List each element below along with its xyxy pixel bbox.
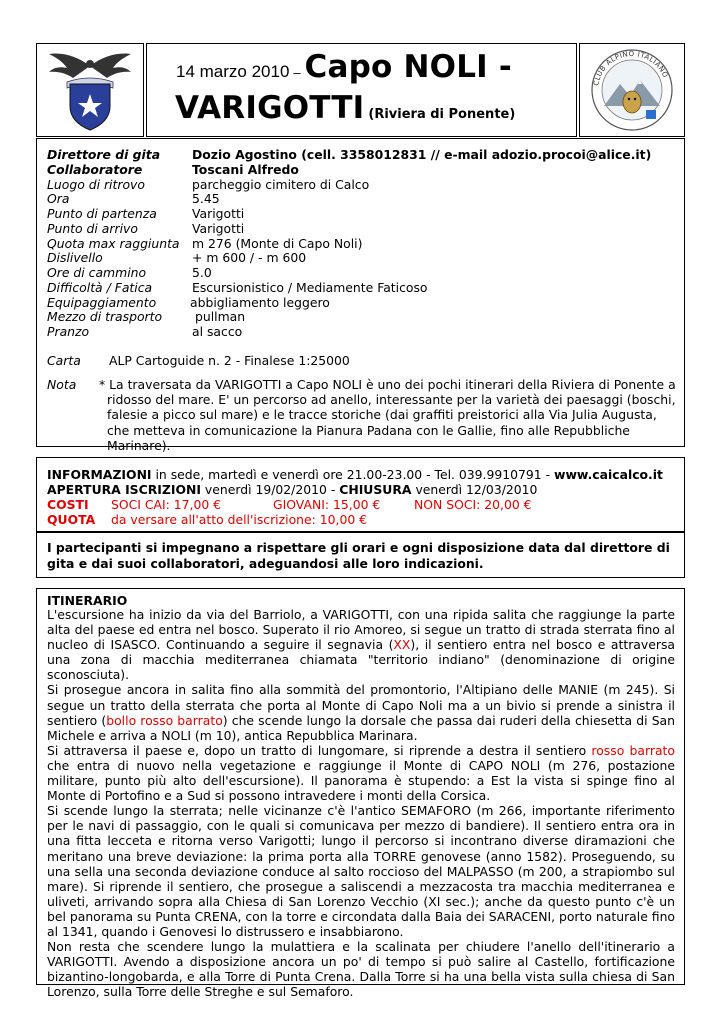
detail-label: Pranzo xyxy=(47,324,90,339)
note-label: Nota xyxy=(47,377,77,392)
detail-label: Dislivello xyxy=(47,250,103,265)
info-text: in sede, martedì e venerdì ore 21.00-23.00 - Tel. 039.9910791 - xyxy=(151,467,555,482)
detail-value: Escursionistico / Mediamente Faticoso xyxy=(192,280,428,295)
costs-label: COSTI xyxy=(47,497,89,512)
map-label: Carta xyxy=(47,353,81,368)
right-logo-box xyxy=(579,43,685,137)
itinerary-p3: Si attraversa il paese e, dopo un tratto di lungomare, si riprende a destra il sentiero xyxy=(47,742,592,758)
detail-value: m 276 (Monte di Capo Noli) xyxy=(192,236,363,251)
detail-label: Luogo di ritrovo xyxy=(47,177,145,192)
itinerary-heading: ITINERARIO xyxy=(47,593,128,608)
svg-text:CLUB ALPINO ITALIANO: CLUB ALPINO ITALIANO xyxy=(592,49,670,87)
detail-row xyxy=(47,324,243,339)
detail-value: Varigotti xyxy=(192,221,245,236)
registration-open-label: APERTURA ISCRIZIONI xyxy=(47,482,201,497)
deposit-text: da versare all'atto dell'iscrizione: 10,00 € xyxy=(111,512,368,527)
detail-label: Ore di cammino xyxy=(47,265,147,280)
trip-details-box xyxy=(36,138,685,453)
cai-eagle-star-logo-icon xyxy=(37,44,143,136)
detail-row xyxy=(47,309,246,324)
detail-label: Mezzo di trasporto xyxy=(47,309,163,324)
detail-label: Ora xyxy=(47,191,70,206)
detail-value: 5.45 xyxy=(192,191,220,206)
detail-row xyxy=(47,280,428,295)
trip-date: 14 marzo 2010 xyxy=(176,62,290,81)
trail-mark-xx: XX xyxy=(393,637,411,653)
costs-line xyxy=(47,497,532,512)
note-block xyxy=(47,377,677,453)
registration-open-date: venerdì 19/02/2010 - xyxy=(200,482,340,497)
website-link[interactable]: www.caicalco.it xyxy=(554,467,663,482)
map-row xyxy=(47,353,350,368)
map-value: ALP Cartoguide n. 2 - Finalese 1:25000 xyxy=(109,353,350,368)
detail-value: Toscani Alfredo xyxy=(192,162,299,177)
itinerary-p5: Non resta che scendere lungo la mulattiera e la scalinata per chiudere l'anello dell'itinerario a VARIGOTTI. Avendo a disposizione ancora un po' di tempo si può salire al Castello, fortificazione bizantino-longobarda, e alla Torre di Punta Crena. Dalla Torre si ha una bella vista sulla chiesa di San Lorenzo, sulla Torre delle Streghe e sul Semaforo. xyxy=(47,939,675,1000)
itinerary-p2-end: ) che scende lungo la dorsale che passa dai ruderi della chiesetta di San Michele e arriva a NOLI (m 10), antica Repubblica Marinara. xyxy=(47,712,676,743)
participants-notice: I partecipanti si impegnano a rispettare gli orari e ogni disposizione data dal direttore di gita e dai suoi collaboratori, adeguandosi alle loro indicazioni. xyxy=(47,540,670,571)
detail-label: Punto di arrivo xyxy=(47,221,138,236)
itinerary-p1: L'escursione ha inizio da via del Barriolo, a VARIGOTTI, con una ripida salita che raggiunge la parte alta del paese ed entra nel bosco. Superato il rio Amoreo, si segue un tratto di strada sterrata fino al nucleo di ISASCO. Continuando a seguire il segnavia ( xyxy=(47,607,675,653)
detail-row xyxy=(47,206,245,221)
note-text: * La traversata da VARIGOTTI a Capo NOLI è uno dei pochi itinerari della Riviera di Ponente a ridosso del mare. E' un percorso ad anello, interessante per la varietà dei paesaggi (boschi, falesie a picco sul mare) e le tracce storiche (dai graffiti preistorici alla Via Julia Augusta, che metteva in comunicazione la Pianura Padana con le Gallie, fino alle Repubbliche Marinare). xyxy=(99,377,676,453)
detail-value: + m 600 / - m 600 xyxy=(192,250,307,265)
itinerary-box xyxy=(36,588,685,1000)
detail-row xyxy=(47,250,307,265)
cai-calco-section-logo-icon xyxy=(580,44,684,136)
title-capo-noli: Capo NOLI - xyxy=(304,49,512,85)
detail-label: Direttore di gita xyxy=(47,147,161,162)
detail-label: Punto di partenza xyxy=(47,206,157,221)
detail-row-director xyxy=(47,147,652,162)
info-line xyxy=(47,467,663,482)
detail-row xyxy=(47,265,212,280)
itinerary-p2: Si prosegue ancora in salita fino alla sommità del promontorio, l'Altipiano delle MANIE (m 245). Si segue un tratto della sterrata che porta al Monte di Capo Noli ma a un bivio si prende a sinistra il sentiero ( xyxy=(47,682,675,728)
itinerary-p4: Si scende lungo la sterrata; nelle vicinanze c'è l'antico SEMAFORO (m 266, importante riferimento per le navi di passaggio, con le quali si comunicava per mezzo di bandiere). Il sentiero entra ora in una fitta lecceta e ritorna verso Varigotti; lungo il percorso si incontrano diverse diramazioni che meritano una breve deviazione: la prima porta alla TORRE genovese (anno 1582). Proseguendo, su una sella una seconda deviazione conduce al salto roccioso del MALPASSO (m 200, a strapiombo sul mare). Si riprende il sentiero, che prosegue a saliscendi a mezzacosta tra macchia mediterranea e uliveti, arrivando sopra alla Chiesa di San Lorenzo Vecchio (XI sec.); anche da questo punto c'è un bel panorama su Punta CRENA, con la torre e circondata dalla Baia dei SARACENI, porto naturale fino al 1341, quando i Genovesi lo distrussero e insabbiarono. xyxy=(47,803,675,939)
detail-label: Quota max raggiunta xyxy=(47,236,180,251)
detail-row xyxy=(47,221,245,236)
detail-label: Difficoltà / Fatica xyxy=(47,280,153,295)
itinerary-p1-end: ), il sentiero entra nel bosco e attraversa una zona di macchia mediterranea chiamata "territorio indiano" (denominazione di origine sconosciuta). xyxy=(47,637,675,683)
detail-value: Dozio Agostino (cell. 3358012831 // e-mail adozio.procoi@alice.it) xyxy=(192,147,652,162)
detail-value: parcheggio cimitero di Calco xyxy=(192,177,370,192)
cost-young: GIOVANI: 15,00 € xyxy=(273,497,381,512)
detail-row xyxy=(47,236,363,251)
info-label: INFORMAZIONI xyxy=(47,467,152,482)
itinerary-p3-end: che entra di nuovo nella vegetazione e raggiunge il Monte di CAPO NOLI (m 276, postazione militare, punto più alto dell'escursione). Il panorama è stupendo: a Est la vista si spinge fino al Monte di Portofino e a Sud si possono intravedere i monti della Corsica. xyxy=(47,757,675,804)
title-dash: – xyxy=(293,65,301,80)
deposit-line xyxy=(47,512,368,527)
detail-value: al sacco xyxy=(192,324,243,339)
title-subtitle: (Riviera di Ponente) xyxy=(368,107,516,122)
registration-close-date: venerdì 12/03/2010 xyxy=(411,482,538,497)
registration-line xyxy=(47,482,537,497)
itinerary-text xyxy=(47,607,675,999)
detail-row xyxy=(47,295,330,310)
detail-value: abbigliamento leggero xyxy=(190,295,330,310)
detail-label: Equipaggiamento xyxy=(47,295,157,310)
trail-mark-rosso: rosso barrato xyxy=(591,742,675,758)
deposit-label: QUOTA xyxy=(47,512,96,527)
participants-notice-box xyxy=(36,531,685,578)
detail-value: 5.0 xyxy=(192,265,212,280)
detail-value: pullman xyxy=(195,309,246,324)
cost-members: SOCI CAI: 17,00 € xyxy=(111,497,222,512)
cost-non-members: NON SOCI: 20,00 € xyxy=(414,497,532,512)
info-box xyxy=(36,457,685,533)
title-block xyxy=(176,48,566,133)
registration-close-label: CHIUSURA xyxy=(339,482,412,497)
title-varigotti: VARIGOTTI xyxy=(175,90,365,126)
detail-row xyxy=(47,191,220,206)
detail-row xyxy=(47,177,370,192)
trail-mark-bollo: bollo rosso barrato xyxy=(106,712,223,728)
detail-value: Varigotti xyxy=(192,206,245,221)
detail-row-collaborator xyxy=(47,162,299,177)
detail-label: Collaboratore xyxy=(47,162,143,177)
left-logo-box xyxy=(36,43,144,137)
